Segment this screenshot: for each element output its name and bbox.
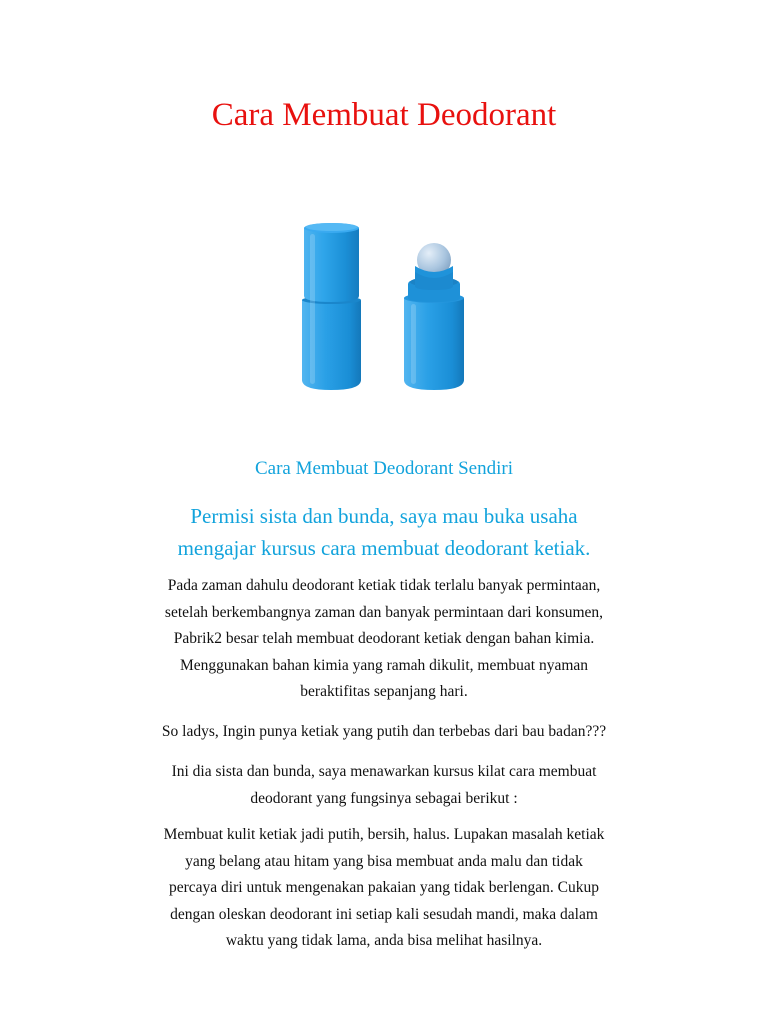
paragraph-line: yang belang atau hitam yang bisa membuat anda malu dan tidak [185,852,583,870]
paragraph-line: Ini dia sista dan bunda, saya menawarkan kursus kilat cara membuat [171,763,597,780]
lead-line: mengajar kursus cara membuat deodorant ketiak. [177,536,591,560]
open-rollon-bottle [404,243,464,390]
paragraph-line: Membuat kulit ketiak jadi putih, bersih, halus. Lupakan masalah ketiak [163,826,605,843]
paragraph-line: Menggunakan bahan kimia yang ramah dikulit, membuat nyaman [179,656,589,674]
paragraph-line: Pabrik2 besar telah membuat deodorant ketiak dengan bahan kimia. [173,630,595,647]
paragraph-offer [84,759,684,812]
paragraph-line: Pada zaman dahulu deodorant ketiak tidak terlalu banyak permintaan, [167,577,601,594]
paragraph-line: waktu yang tidak lama, anda bisa melihat hasilnya. [225,932,543,949]
paragraph-line: beraktifitas sepanjang hari. [300,683,468,700]
lead-paragraph [84,500,684,564]
paragraph-line: deodorant yang fungsinya sebagai berikut : [250,789,518,807]
paragraph-history [84,573,684,706]
section-subtitle: Cara Membuat Deodorant Sendiri [254,458,513,479]
page-title: Cara Membuat Deodorant [211,97,557,133]
paragraph-question [84,719,684,746]
paragraph-line: setelah berkembangnya zaman dan banyak permintaan dari konsumen, [164,603,604,621]
paragraph-line: percaya diri untuk mengenakan pakaian yang tidak berlengan. Cukup [169,879,599,896]
lead-line: Permisi sista dan bunda, saya mau buka usaha [190,504,578,528]
paragraph-line: So ladys, Ingin punya ketiak yang putih dan terbebas dari bau badan??? [161,723,607,740]
deodorant-bottle-image [294,212,490,400]
capped-bottle [302,223,361,390]
paragraph-line: dengan oleskan deodorant ini setiap kali sesudah mandi, maka dalam [170,905,598,923]
paragraph-benefits [84,822,684,955]
